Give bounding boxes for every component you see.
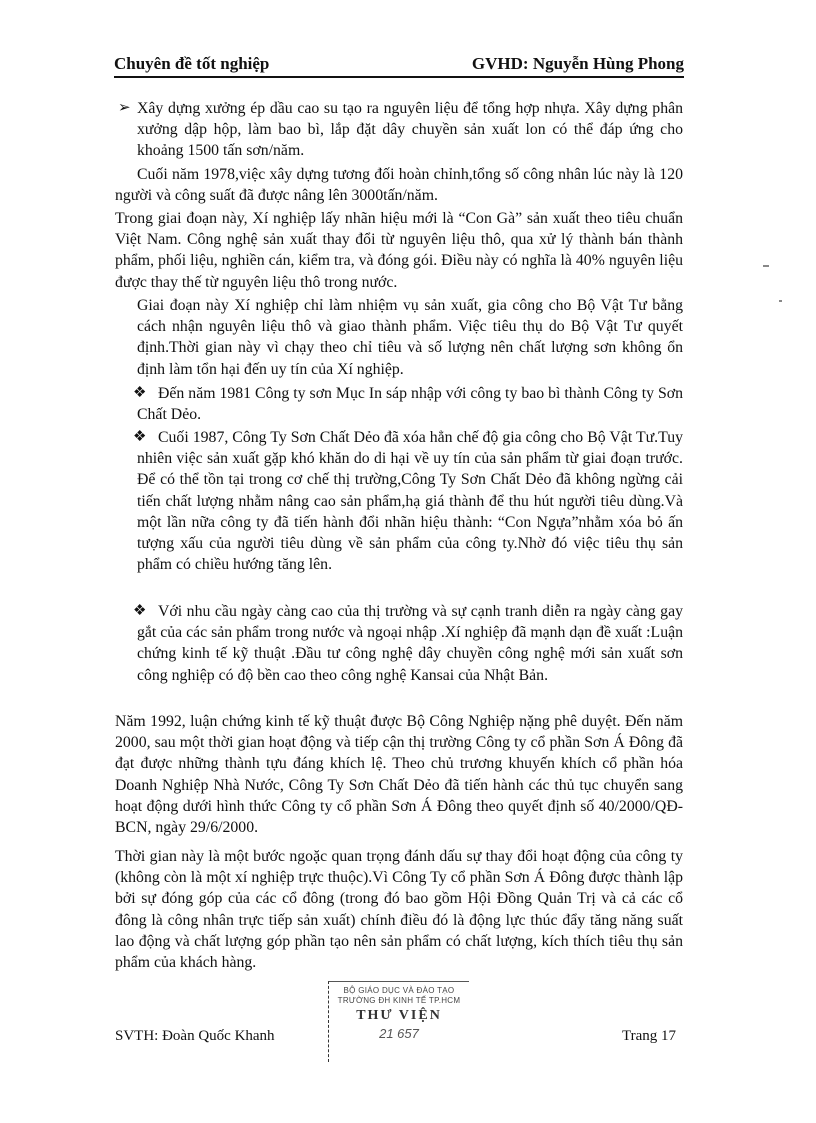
stamp-university: TRƯỜNG ĐH KINH TẾ TP.HCM <box>337 996 461 1005</box>
paragraph-workshop: Xây dựng xưởng ép dầu cao su tạo ra nguyên liệu để tổng hợp nhựa. Xây dựng phân xưởng dập hộp, làm bao bì, lắp đặt dây chuyền sản xuất lon có thể đáp ứng cho khoảng 1500 tấn sơn/năm. <box>137 100 683 160</box>
footer-student: SVTH: Đoàn Quốc Khanh <box>115 1028 275 1044</box>
paragraph-con-ga: Trong giai đoạn này, Xí nghiệp lấy nhãn hiệu mới là “Con Gà” sản xuất theo tiêu chuẩn Việt Nam. Công nghệ sản xuất thay đổi từ nguyên liệu thô, qua xử lý thành bán thành phẩm, phối liệu, nghiền cán, kiểm tra, và đóng gói. Điều này có nghĩa là 40% nguyên liệu được thay thế từ nguyên liệu thô trong nước. <box>115 210 683 291</box>
header-advisor: GVHD: Nguyễn Hùng Phong <box>471 54 684 73</box>
paragraph-bo-vat-tu: Giai đoạn này Xí nghiệp chỉ làm nhiệm vụ sản xuất, gia công cho Bộ Vật Tư bằng cách nhận nguyên liệu thô và giao thành phẩm. Việc tiêu thụ do Bộ Vật Tư quyết định.Thời gian này vì chạy theo chỉ tiêu và số lượng nên chất lượng sơn không ổn định làm tổn hại đến uy tín của Xí nghiệp. <box>137 297 683 378</box>
footer-page-number: Trang 17 <box>622 1028 677 1044</box>
paragraph-kansai: Với nhu cầu ngày càng cao của thị trường và sự cạnh tranh diễn ra ngày càng gay gắt của các sản phẩm trong nước và ngoại nhập .Xí nghiệp đã mạnh dạn đề xuất :Luận chứng kinh tế kỹ thuật .Đầu tư công nghệ dây chuyền công nghệ mới sản xuất sơn công nghiệp có độ bền cao theo công nghệ Kansai của Nhật Bản. <box>137 603 683 684</box>
header-title: Chuyên đề tốt nghiệp <box>114 54 270 73</box>
scan-speck <box>779 300 782 302</box>
paragraph-1981: Đến năm 1981 Công ty sơn Mục In sáp nhập với công ty bao bì thành Công ty Sơn Chất Dẻo. <box>137 385 683 424</box>
stamp-number: 21 657 <box>379 1026 419 1041</box>
stamp-library: THƯ VIỆN <box>356 1008 442 1023</box>
paragraph-1978: Cuối năm 1978,việc xây dựng tương đối hoàn chỉnh,tổng số công nhân lúc này là 120 người và công suất đã được nâng lên 3000tấn/năm. <box>115 166 683 205</box>
diamond-bullet-icon: ❖ <box>133 603 147 619</box>
paragraph-turning-point: Thời gian này là một bước ngoặc quan trọng đánh dấu sự thay đổi hoạt động của công ty (không còn là một xí nghiệp trực thuộc).Vì Công Ty cổ phần Sơn Á Đông được thành lập bởi sự đóng góp của các cổ đông (trong đó bao gồm Hội Đồng Quản Trị và cả các cổ đông là công nhân trực tiếp sản xuất) chính điều đó là động lực thúc đẩy tăng năng suất lao động và chất lượng góp phần tạo nên sản phẩm có chất lượng, kích thích tiêu thụ sản phẩm của khách hàng. <box>115 848 683 972</box>
page-header <box>114 52 684 78</box>
library-stamp <box>328 981 469 1062</box>
paragraph-1987: Cuối 1987, Công Ty Sơn Chất Dẻo đã xóa hẳn chế độ gia công cho Bộ Vật Tư.Tuy nhiên việc sản xuất gặp khó khăn do di hại về uy tín của sản phẩm từ giai đoạn trước. Để có thể tồn tại trong cơ chế thị trường,Công Ty Sơn Chất Dẻo đã không ngừng cải tiến chất lượng nhằm nâng cao sản phẩm,hạ giá thành để thu hút người tiêu dùng.Và một lần nữa công ty đã tiến hành đổi nhãn hiệu thành: “Con Ngựa”nhằm xóa bỏ ấn tượng xấu của người tiêu dùng về sản phẩm của công ty.Nhờ đó việc tiêu thụ sản phẩm có chiều hướng tăng lên. <box>137 429 683 574</box>
diamond-bullet-icon: ❖ <box>133 429 147 445</box>
stamp-ministry: BỘ GIÁO DỤC VÀ ĐÀO TẠO <box>343 986 455 995</box>
scan-speck <box>763 265 769 267</box>
paragraph-1992-2000: Năm 1992, luận chứng kinh tế kỹ thuật được Bộ Công Nghiệp nặng phê duyệt. Đến năm 2000, sau một thời gian hoạt động và tiếp cận thị trường Công ty cổ phần Sơn Á Đông đã đạt được những thành tựu đáng khích lệ. Theo chủ trương khuyến khích cổ phần hóa Doanh Nghiệp Nhà Nước, Công Ty Sơn Chất Dẻo đã tiến hành các thủ tục chuyển sang hoạt động dưới hình thức Công ty cổ phần Sơn Á Đông theo quyết định số 40/2000/QĐ-BCN, ngày 29/6/2000. <box>115 713 683 837</box>
arrow-bullet-icon: ➢ <box>118 100 131 116</box>
diamond-bullet-icon: ❖ <box>133 385 147 401</box>
